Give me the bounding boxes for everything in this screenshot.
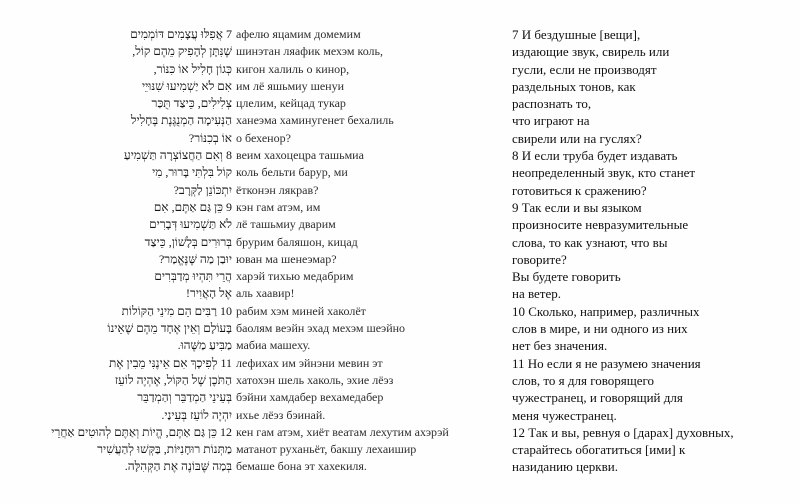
hebrew-line: הַנְּעִימָה הַמְנֻגֶּנֶת בֶּחָלִיל [130, 113, 232, 128]
russian-line: Вы будете говорить [512, 269, 621, 285]
russian-line: издающие звук, свирель или [512, 44, 670, 60]
hebrew-line: בְּרוּרִים בְּלָשׁוֹן, כֵּיצַד [144, 234, 232, 249]
transliteration-line: матанот руханьёт, бакшу лехаишир [236, 442, 417, 457]
hebrew-line: הֲרֵי תִּהְיוּ מְדַבְּרִים [154, 269, 232, 284]
hebrew-line: 8 וְאִם הַחֲצוֹצְרָה תַּשְׁמִיעַ [123, 148, 232, 163]
transliteration-line: ётконэн лякрав? [236, 182, 319, 197]
transliteration-line: ихье лёэз бэинай. [236, 407, 326, 422]
hebrew-line: אוֹ בְכִנּוֹר? [188, 130, 232, 145]
transliteration-line: юван ма шенеэмар? [236, 251, 337, 266]
hebrew-line: לֹא תַּשְׁמִיעוּ דְּבָרִים [149, 217, 232, 232]
hebrew-line: כְּגוֹן חָלִיל אוֹ כִּנּוֹר, [153, 61, 232, 76]
hebrew-line: בָּעוֹלָם וְאֵין אֶחָד מֵהֶם שֶׁאֵינוֹ [107, 321, 232, 336]
hebrew-line: מַבִּיעַ מַשֶּׁהוּ. [177, 338, 232, 353]
hebrew-line: יוּבַן מַה שֶּׁנֶּאֱמַר? [158, 251, 232, 266]
hebrew-text-column [0, 26, 232, 476]
hebrew-line: שֶׁנִּתָּן לְהָפִיק מֵהֶם קוֹל, [132, 44, 232, 59]
transliteration-line: бемаше бона эт хахекиля. [236, 459, 367, 474]
russian-line: произносите невразумительные [512, 217, 689, 233]
transliteration-line: хатохэн шель хаколь, эхие лёэз [236, 372, 394, 387]
hebrew-line: אֶל הָאֲוִיר! [185, 286, 232, 301]
transliteration-line: афелю яцамим домемим [236, 27, 361, 41]
transliteration-line: лефихах им эйнэни мевин эт [236, 355, 383, 370]
russian-line: 8 И если труба будет издавать [512, 148, 678, 164]
russian-line: 7 И бездушные [вещи], [512, 27, 641, 42]
transliteration-line: кен гам атэм, хиёт веатам лехутим ахэрэй [236, 424, 449, 439]
hebrew-line: בְּעֵינֵי הַמְדַבֵּר וְהַמְדַבֵּר [137, 390, 232, 405]
transliteration-line: бэйни хамдабер вехамедабер [236, 390, 384, 405]
russian-line: чужестранец, и говорящий для [512, 390, 683, 406]
russian-line: 10 Сколько, например, различных [512, 303, 700, 319]
transliteration-line: лё ташьмиу дварим [236, 217, 336, 232]
russian-line: 11 Но если я не разумею значения [512, 355, 701, 371]
russian-line: слова, то как узнают, что вы [512, 234, 668, 250]
russian-line: слов, то я для говорящего [512, 372, 655, 388]
transliteration-line: рабим хэм миней хаколёт [236, 303, 366, 318]
transliteration-line: мабиа машеху. [236, 338, 311, 353]
russian-line: слов в мире, и ни одного из них [512, 321, 688, 337]
hebrew-line: 10 רַבִּים הֵם מִינֵי הַקּוֹלוֹת [121, 303, 232, 318]
hebrew-line: הַתֹּכֶן שֶׁל הַקּוֹל, אֶהְיֶה לוֹעֵז [114, 372, 232, 387]
russian-line: свирели или на гуслях? [512, 130, 642, 146]
hebrew-line: מַתְּנוֹת רוּחָנִיּוֹת, בַּקְּשׁוּ לְהַעֲשִׁיר [97, 442, 232, 457]
hebrew-line: קוֹל בִּלְתִּי בָּרוּר, מִי [152, 165, 232, 180]
russian-line: 12 Так и вы, ревнуя о [дарах] духовных, [512, 424, 734, 440]
russian-line: распознать то, [512, 96, 592, 112]
hebrew-line: 7 אֲפִלּוּ עֲצָמִים דּוֹמְמִים [130, 27, 232, 41]
transliteration-line: веим хахоцецра ташьмиа [236, 148, 364, 163]
transliteration-line: аль хаавир! [236, 286, 295, 301]
russian-line: 9 Так если и вы языком [512, 199, 642, 215]
russian-line: старайтесь обогатиться [ими] к [512, 442, 686, 458]
hebrew-line: 11 לְפִיכָךְ אִם אֵינֶנִּי מֵבִין אֶת [109, 355, 232, 370]
russian-line: гусли, если не производят [512, 61, 657, 77]
transliteration-line: коль бельти барур, ми [236, 165, 348, 180]
transliteration-line: им лё яшьмиу шенуи [236, 78, 344, 93]
russian-translation-column [512, 26, 798, 476]
transliteration-line: о бехенор? [236, 130, 291, 145]
transliteration-line: цлелим, кейцад тукар [236, 96, 346, 111]
transliteration-line: ханеэма хаминугенет бехалиль [236, 113, 394, 128]
transliteration-line: кигон халиль о кинор, [236, 61, 350, 76]
transliteration-column [236, 26, 508, 476]
russian-line: готовиться к сражению? [512, 182, 647, 198]
russian-line: нет без значения. [512, 338, 608, 354]
russian-line: говорите? [512, 251, 567, 267]
transliteration-line: баолям веэйн эхад мехэм шеэйно [236, 321, 406, 336]
transliteration-line: кэн гам атэм, им [236, 199, 321, 214]
russian-line: что играют на [512, 113, 590, 129]
hebrew-line: יִהְיֶה לוֹעֵז בְּעֵינַי. [161, 407, 232, 422]
transliteration-line: брурим баляшон, кицад [236, 234, 358, 249]
russian-line: меня чужестранец. [512, 407, 617, 423]
hebrew-line: יִתְכּוֹנֵן לַקְּרָב? [173, 182, 232, 197]
hebrew-line: צְלִילִים, כֵּיצַד תֻּכַּר [151, 96, 232, 111]
russian-line: раздельных тонов, как [512, 78, 636, 94]
hebrew-line: 12 כֵּן גַּם אַתֶּם, הֱיוֹת וְאַתֶּם לְהוּטִים אַחֲרֵי [51, 424, 232, 439]
hebrew-line: בְּמַה שֶּׁבּוֹנֶה אֶת הַקְּהִלָּה. [124, 459, 232, 474]
russian-line: назиданию церкви. [512, 459, 618, 475]
transliteration-line: шинэтан ляафик мехэм коль, [236, 44, 383, 59]
hebrew-line: אִם לֹא יַשְׁמִיעוּ שִׁנּוּיֵי [141, 78, 232, 93]
hebrew-line: 9 כֵּן גַּם אַתֶּם, אִם [153, 199, 232, 214]
russian-line: на ветер. [512, 286, 562, 302]
russian-line: неопределенный звук, кто станет [512, 165, 696, 181]
transliteration-line: харэй тихью медабрим [236, 269, 354, 284]
